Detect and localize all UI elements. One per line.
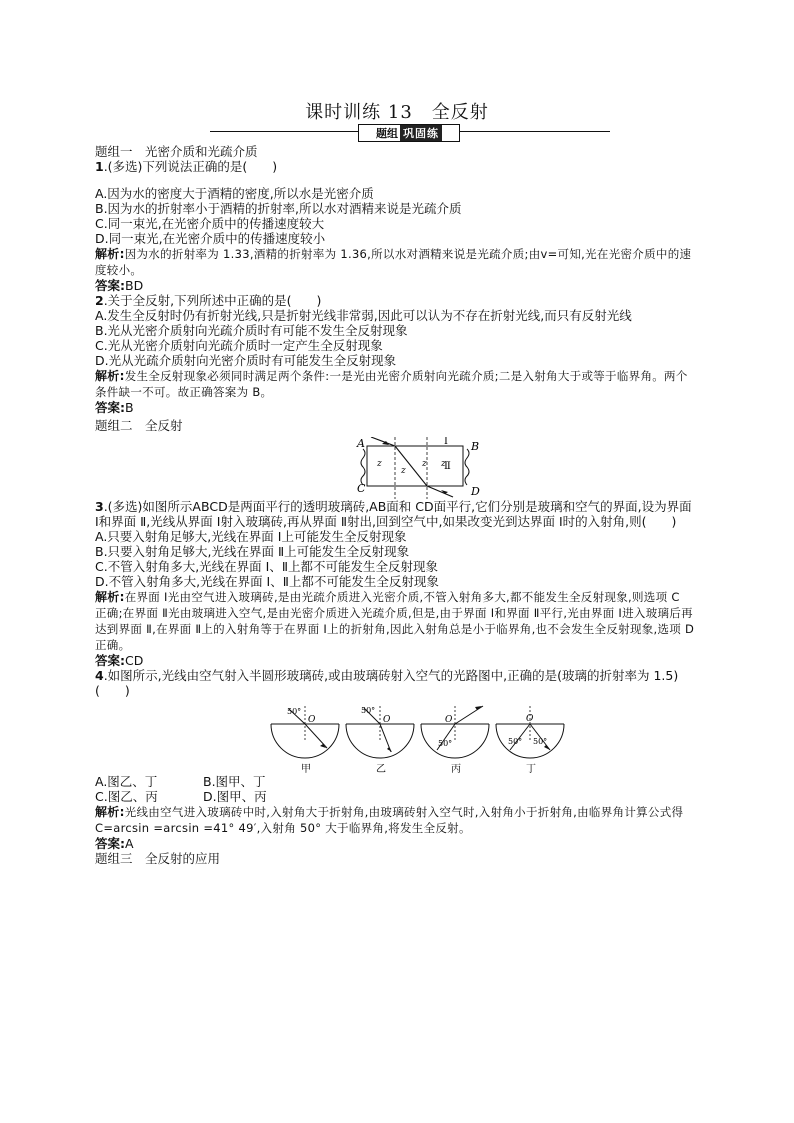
fig3-label-interface-2: Ⅱ — [444, 461, 451, 472]
q4-option-c: C.图乙、丙 — [95, 789, 158, 804]
question-1-stem — [95, 159, 695, 174]
yi-angle-label: 50° — [361, 706, 376, 715]
q2-option-c: C.光从光密介质射向光疏介质时一定产生全反射现象 — [95, 338, 383, 353]
q4-option-a: A.图乙、丁 — [95, 774, 158, 789]
fig3-label-interface-1: Ⅰ — [444, 437, 448, 447]
q4-option-d: D.图甲、丙 — [203, 789, 267, 804]
glass-slab-diagram — [95, 437, 695, 499]
q4-answer — [95, 836, 695, 851]
diagram-bing — [421, 706, 489, 774]
q4-option-b: B.图甲、丁 — [203, 774, 266, 789]
ding-angle-left: 50° — [508, 737, 523, 746]
yi-o-label: O — [383, 715, 391, 725]
fig3-label-z1: z — [377, 459, 382, 469]
q2-option-d: D.光从光疏介质射向光密介质时有可能发生全反射现象 — [95, 353, 397, 368]
q3-answer-value: CD — [125, 653, 144, 668]
q1-option-b: B.因为水的折射率小于酒精的折射率,所以水对酒精来说是光疏介质 — [95, 201, 462, 216]
q3-option-a: A.只要入射角足够大,光线在界面 Ⅰ上可能发生全反射现象 — [95, 529, 407, 544]
bing-angle-label: 50° — [438, 739, 453, 748]
q1-option-d: D.同一束光,在光密介质中的传播速度较小 — [95, 231, 326, 246]
group-heading-1: 题组一 光密介质和光疏介质 — [95, 144, 258, 159]
figure-semicircles — [95, 702, 695, 774]
q2-explanation — [95, 368, 695, 400]
fig3-label-z4: z — [441, 459, 446, 469]
ding-angle-right: 50° — [533, 737, 548, 746]
figure-glass-slab — [95, 437, 695, 499]
content — [95, 144, 695, 866]
fig3-label-z3: z — [422, 459, 427, 469]
question-2-text: .关于全反射,下列所述中正确的是( ) — [103, 293, 322, 308]
group-heading-2: 题组二 全反射 — [95, 418, 183, 433]
group-heading-3: 题组三 全反射的应用 — [95, 851, 221, 866]
q3-option-c: C.不管入射角多大,光线在界面 Ⅰ、Ⅱ上都不可能发生全反射现象 — [95, 559, 438, 574]
q4-options-row-2 — [95, 789, 695, 804]
q1-answer — [95, 278, 695, 293]
q4-explanation-label: 解析: — [95, 805, 125, 819]
q3-answer — [95, 653, 695, 668]
diagram-ding — [496, 706, 564, 774]
question-4-text: .如图所示,光线由空气射入半圆形玻璃砖,或由玻璃砖射入空气的光路图中,正确的是(玻璃的折射率为 1.5)( ) — [95, 668, 679, 698]
q4-answer-label: 答案: — [95, 836, 125, 851]
q2-answer-value: B — [125, 400, 134, 415]
q3-explanation-label: 解析: — [95, 590, 125, 604]
bing-caption: 丙 — [451, 764, 461, 774]
q3-explanation — [95, 589, 695, 653]
bing-o-label: O — [445, 715, 453, 725]
q4-explanation — [95, 804, 695, 836]
fig3-label-z2: z — [401, 466, 406, 476]
question-2-number: 2 — [95, 293, 104, 308]
jia-caption: 甲 — [301, 764, 311, 774]
fig3-label-a: A — [357, 437, 365, 450]
ding-caption: 丁 — [526, 764, 536, 774]
q2-answer — [95, 400, 695, 415]
q4-explanation-text: 光线由空气进入玻璃砖中时,入射角大于折射角,由玻璃砖射入空气时,入射角小于折射角,由临界角计算公式得 C=arcsin =arcsin =41° 49′,入射角 50° 大于临界角,将发生全反射。 — [95, 805, 684, 835]
q3-option-d: D.不管入射角多大,光线在界面 Ⅰ、Ⅱ上都不可能发生全反射现象 — [95, 574, 439, 589]
q2-option-b: B.光从光密介质射向光疏介质时有可能不发生全反射现象 — [95, 323, 408, 338]
question-4-stem — [95, 668, 695, 698]
title-rule-left — [210, 131, 358, 132]
question-3-number: 3 — [95, 499, 104, 514]
q2-explanation-label: 解析: — [95, 369, 125, 383]
q1-option-c: C.同一束光,在光密介质中的传播速度较大 — [95, 216, 325, 231]
question-4-number: 4 — [95, 668, 104, 683]
question-2-stem — [95, 293, 695, 308]
q2-option-a: A.发生全反射时仍有折射光线,只是折射光线非常弱,因此可以认为不存在折射光线,而只有反射光线 — [95, 308, 632, 323]
jia-o-label: O — [308, 715, 316, 725]
q2-answer-label: 答案: — [95, 400, 125, 415]
q3-option-b: B.只要入射角足够大,光线在界面 Ⅱ上可能发生全反射现象 — [95, 544, 410, 559]
q1-option-a: A.因为水的密度大于酒精的密度,所以水是光密介质 — [95, 186, 374, 201]
q1-answer-label: 答案: — [95, 278, 125, 293]
section-badge — [358, 124, 460, 142]
badge-label: 题组 — [376, 127, 398, 140]
q1-answer-value: BD — [125, 278, 144, 293]
title-rule-right — [460, 131, 610, 132]
q4-answer-value: A — [125, 836, 134, 851]
q2-explanation-text: 发生全反射现象必须同时满足两个条件:一是光由光密介质射向光疏介质;二是入射角大于或等于临界角。两个条件缺一不可。故正确答案为 B。 — [95, 369, 688, 399]
diagram-yi — [346, 706, 414, 774]
question-3-text: .(多选)如图所示ABCD是两面平行的透明玻璃砖,AB面和 CD面平行,它们分别是玻璃和空气的界面,设为界面 Ⅰ和界面 Ⅱ,光线从界面 Ⅰ射入玻璃砖,再从界面 Ⅱ射出,回到空气中,如果改变光到达界面 Ⅰ时的入射角,则( ) — [95, 499, 692, 529]
q1-explanation-label: 解析: — [95, 247, 125, 261]
q3-explanation-text: 在界面 Ⅰ光由空气进入玻璃砖,是由光疏介质进入光密介质,不管入射角多大,都不能发生全反射现象,则选项 C 正确;在界面 Ⅱ光由玻璃进入空气,是由光密介质进入光疏介质,但是,由于界面 Ⅰ和界面 Ⅱ平行,光由界面 Ⅰ进入玻璃后再达到界面 Ⅱ,在界面 Ⅱ上的入射角等于在界面 Ⅰ上的折射角,因此入射角总是小于临界角,也不会发生全反射现象,选项 D 正确。 — [95, 590, 695, 652]
page-title: 课时训练 13 全反射 — [305, 102, 489, 123]
jia-angle-label: 50° — [287, 707, 302, 716]
question-1-number: 1 — [95, 159, 104, 174]
diagram-jia — [271, 706, 339, 774]
fig3-label-c: C — [357, 482, 366, 495]
q1-explanation — [95, 246, 695, 278]
semicircle-diagrams — [95, 702, 695, 774]
fig3-label-d: D — [471, 485, 480, 498]
q3-answer-label: 答案: — [95, 653, 125, 668]
badge-tag: 巩固练 — [400, 125, 442, 141]
question-1-text: .(多选)下列说法正确的是( ) — [103, 159, 278, 174]
fig3-label-b: B — [471, 440, 480, 453]
ding-o-label: O — [526, 714, 534, 724]
yi-caption: 乙 — [376, 764, 386, 774]
question-3-stem — [95, 499, 695, 529]
q1-explanation-text: 因为水的折射率为 1.33,酒精的折射率为 1.36,所以水对酒精来说是光疏介质;由v=可知,光在光密介质中的速度较小。 — [95, 247, 692, 277]
q4-options-row-1 — [95, 774, 695, 789]
